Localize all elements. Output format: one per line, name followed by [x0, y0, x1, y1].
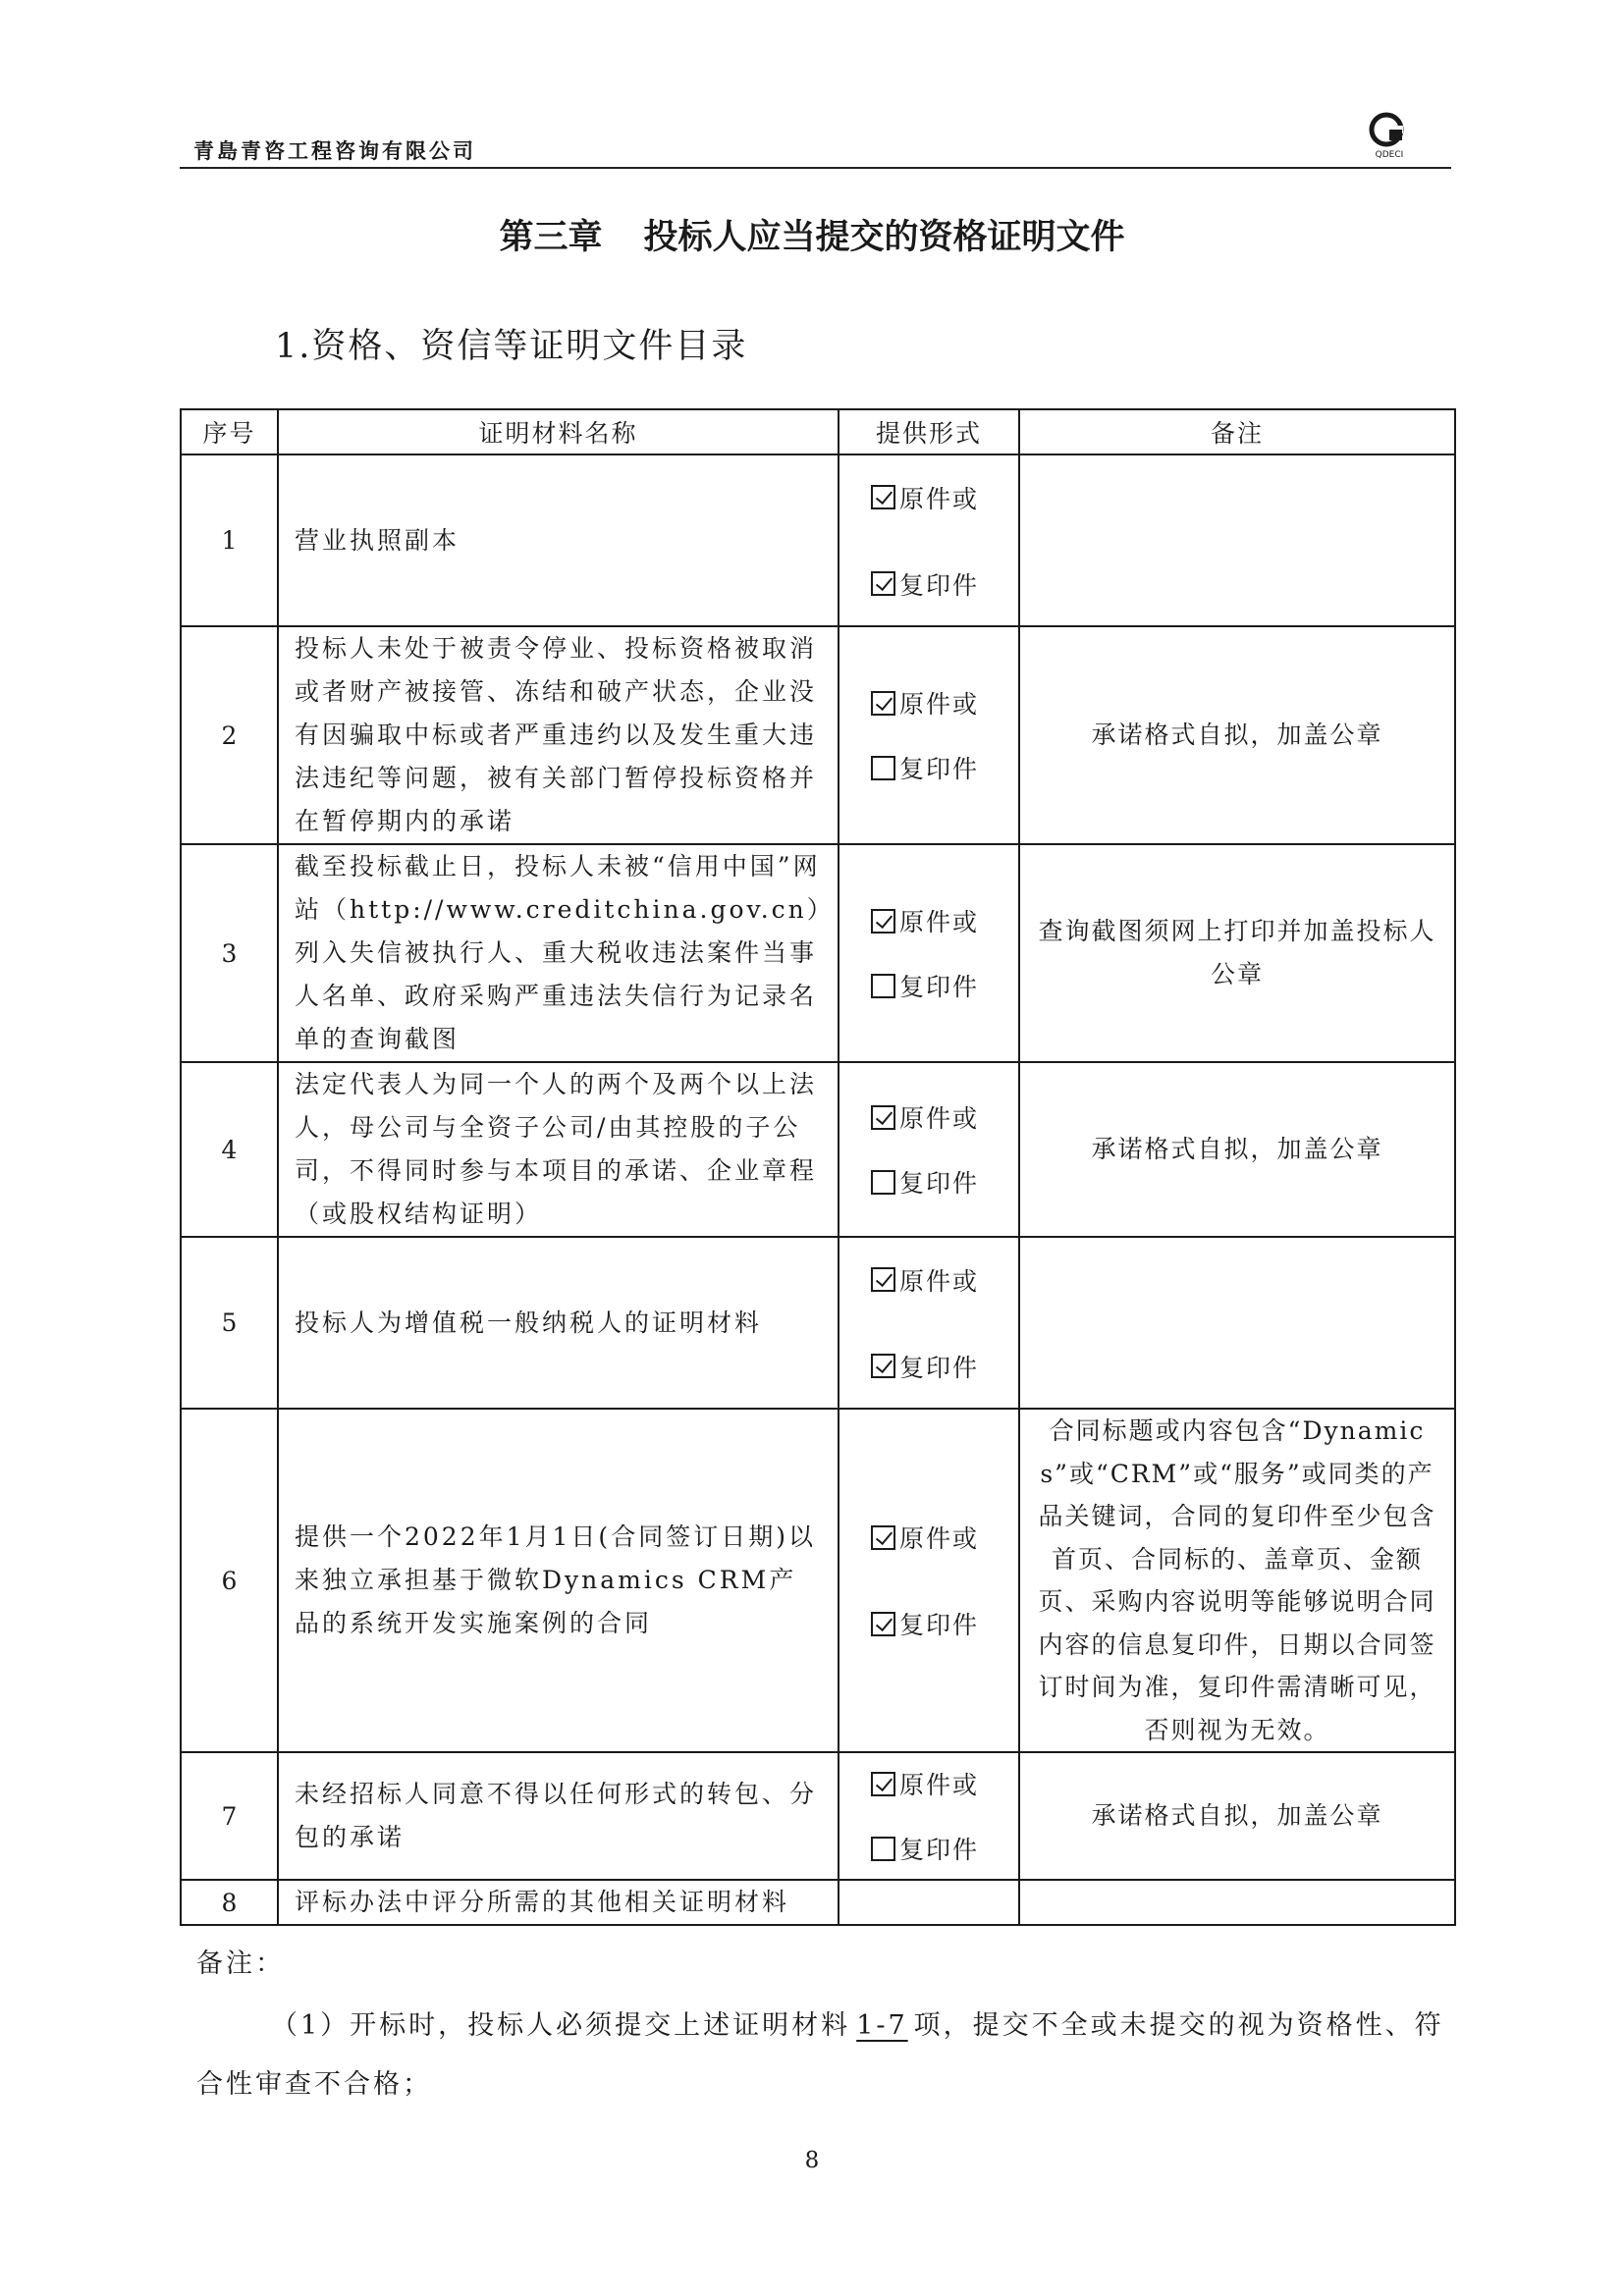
- row-form: [839, 844, 1019, 1062]
- remarks-title: 备注：: [196, 1949, 285, 1979]
- option-copy[interactable]: [871, 1827, 1018, 1870]
- company-logo-icon: [1365, 110, 1414, 159]
- option-label: 原件或: [899, 1266, 980, 1296]
- row-no: 2: [181, 626, 278, 844]
- row-note: 承诺格式自拟，加盖公章: [1019, 1062, 1455, 1237]
- checkbox-checked-icon[interactable]: [871, 1612, 895, 1636]
- row-note: 查询截图须网上打印并加盖投标人公章: [1019, 844, 1455, 1062]
- option-label: 原件或: [899, 1771, 980, 1799]
- row-form: [839, 1237, 1019, 1409]
- option-label: 复印件: [899, 1836, 980, 1864]
- checkbox-checked-icon[interactable]: [871, 1772, 895, 1796]
- row-no: 6: [181, 1409, 278, 1752]
- row-form: [839, 1409, 1019, 1752]
- checkbox-checked-icon[interactable]: [871, 1105, 895, 1130]
- checkbox-checked-icon[interactable]: [871, 571, 895, 596]
- checkbox-checked-icon[interactable]: [871, 1354, 895, 1378]
- option-original[interactable]: [871, 476, 1018, 519]
- checkbox-checked-icon[interactable]: [871, 909, 895, 934]
- option-copy[interactable]: [871, 964, 1018, 1007]
- row-material-name: 截至投标截止日，投标人未被“信用中国”网站（http://www.creditchina.gov.cn）列入失信被执行人、重大税收违法案件当事人名单、政府采购严重违法失信行为记录名单的查询截图: [278, 844, 839, 1062]
- option-label: 复印件: [899, 1611, 980, 1639]
- row-material-name: 投标人未处于被责令停业、投标资格被取消或者财产被接管、冻结和破产状态，企业没有因骗取中标或者严重违约以及发生重大违法违纪等问题，被有关部门暂停投标资格并在暂停期内的承诺: [278, 626, 839, 844]
- option-label: 原件或: [899, 484, 980, 513]
- option-label: 原件或: [899, 908, 980, 936]
- page-header: [180, 110, 1451, 169]
- table-row: [181, 1409, 1455, 1752]
- logo-text: QDECI: [1375, 150, 1404, 159]
- checkbox-empty-icon[interactable]: [871, 1170, 895, 1195]
- chapter-name: 投标人应当提交的资格证明文件: [643, 218, 1125, 257]
- company-name: 青島青咨工程咨询有限公司: [193, 139, 476, 163]
- header-form: 提供形式: [839, 409, 1019, 454]
- row-no: 1: [181, 454, 278, 626]
- table-row: [181, 1752, 1455, 1880]
- row-note: 承诺格式自拟，加盖公章: [1019, 626, 1455, 844]
- table-header-row: [181, 409, 1455, 454]
- row-note: [1019, 454, 1455, 626]
- chapter-title: [0, 210, 1624, 259]
- remark-range: 1-7: [856, 2010, 908, 2041]
- table-row: [181, 1062, 1455, 1237]
- option-label: 复印件: [899, 755, 980, 783]
- row-no: 3: [181, 844, 278, 1062]
- header-note: 备注: [1019, 409, 1455, 454]
- option-copy[interactable]: [871, 1345, 1018, 1388]
- option-original[interactable]: [871, 899, 1018, 942]
- row-form: [839, 454, 1019, 626]
- row-note: [1019, 1880, 1455, 1925]
- option-label: 原件或: [899, 1524, 980, 1553]
- remarks-item-1: [196, 1997, 1448, 2114]
- table-row: [181, 454, 1455, 626]
- option-copy[interactable]: [871, 1602, 1018, 1645]
- row-form: [839, 1062, 1019, 1237]
- checkbox-checked-icon[interactable]: [871, 485, 895, 509]
- remark-prefix: （1）开标时，投标人必须提交上述证明材料: [271, 2010, 851, 2041]
- option-label: 原件或: [899, 1104, 980, 1133]
- row-form: [839, 1752, 1019, 1880]
- row-material-name: 提供一个2022年1月1日(合同签订日期)以来独立承担基于微软Dynamics CRM产品的系统开发实施案例的合同: [278, 1409, 839, 1752]
- option-label: 复印件: [899, 973, 980, 1001]
- qualification-table: [180, 408, 1456, 1926]
- option-label: 复印件: [899, 1169, 980, 1198]
- option-label: 复印件: [899, 570, 980, 600]
- row-material-name: 未经招标人同意不得以任何形式的转包、分包的承诺: [278, 1752, 839, 1880]
- table-row: [181, 626, 1455, 844]
- option-original[interactable]: [871, 1762, 1018, 1805]
- row-note: 合同标题或内容包含“Dynamics”或“CRM”或“服务”或同类的产品关键词，合同的复印件至少包含首页、合同标的、盖章页、金额页、采购内容说明等能够说明合同内容的信息复印件，日期以合同签订时间为准，复印件需清晰可见，否则视为无效。: [1019, 1409, 1455, 1752]
- checkbox-checked-icon[interactable]: [871, 691, 895, 716]
- table-row: [181, 1237, 1455, 1409]
- checkbox-empty-icon[interactable]: [871, 1837, 895, 1861]
- checkbox-checked-icon[interactable]: [871, 1267, 895, 1292]
- page-number: 8: [804, 2148, 820, 2173]
- option-original[interactable]: [871, 1095, 1018, 1139]
- row-material-name: 法定代表人为同一个人的两个及两个以上法人，母公司与全资子公司/由其控股的子公司，不得同时参与本项目的承诺、企业章程（或股权结构证明）: [278, 1062, 839, 1237]
- option-copy[interactable]: [871, 1160, 1018, 1203]
- checkbox-checked-icon[interactable]: [871, 1525, 895, 1550]
- header-name: 证明材料名称: [278, 409, 839, 454]
- table-row: [181, 844, 1455, 1062]
- option-original[interactable]: [871, 1258, 1018, 1302]
- row-form: [839, 1880, 1019, 1925]
- section-title: 1.资格、资信等证明文件目录: [275, 327, 748, 366]
- option-original[interactable]: [871, 1516, 1018, 1559]
- option-copy[interactable]: [871, 746, 1018, 789]
- row-material-name: 评标办法中评分所需的其他相关证明材料: [278, 1880, 839, 1925]
- row-no: 7: [181, 1752, 278, 1880]
- checkbox-empty-icon[interactable]: [871, 974, 895, 998]
- option-copy[interactable]: [871, 562, 1018, 606]
- row-material-name: 营业执照副本: [278, 454, 839, 626]
- row-no: 5: [181, 1237, 278, 1409]
- table-row: [181, 1880, 1455, 1925]
- row-no: 8: [181, 1880, 278, 1925]
- header-rule: [180, 167, 1451, 169]
- remark-suffix: 项，提交不全或未提交的视为资格性、符合性审查不合格；: [196, 2010, 1444, 2100]
- option-label: 复印件: [899, 1353, 980, 1382]
- option-label: 原件或: [899, 690, 980, 719]
- header-no: 序号: [181, 409, 278, 454]
- row-no: 4: [181, 1062, 278, 1237]
- row-material-name: 投标人为增值税一般纳税人的证明材料: [278, 1237, 839, 1409]
- checkbox-empty-icon[interactable]: [871, 756, 895, 780]
- option-original[interactable]: [871, 681, 1018, 724]
- row-form: [839, 626, 1019, 844]
- row-note: [1019, 1237, 1455, 1409]
- row-note: 承诺格式自拟，加盖公章: [1019, 1752, 1455, 1880]
- chapter-number: 第三章: [499, 218, 603, 257]
